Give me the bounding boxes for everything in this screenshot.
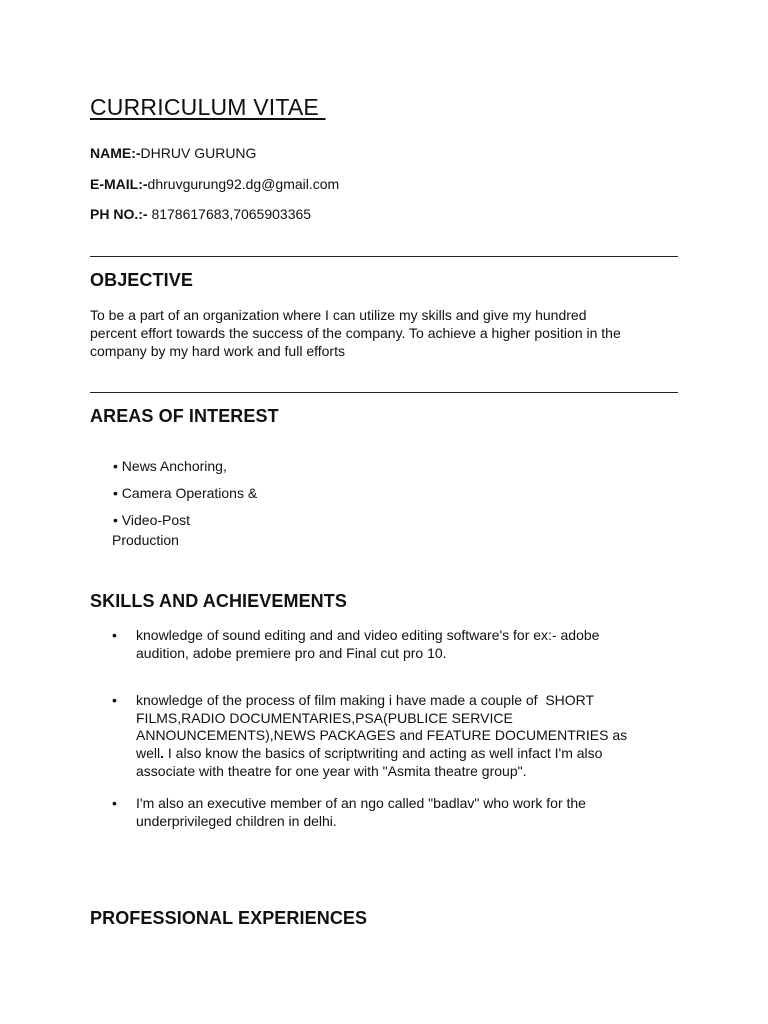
interest-item-continuation: Production — [112, 532, 179, 548]
skill-line: ANNOUNCEMENTS),NEWS PACKAGES and FEATURE DOCUMENTRIES as — [136, 727, 628, 744]
section-divider — [90, 256, 678, 257]
bullet-icon: • — [112, 795, 117, 811]
objective-line: company by my hard work and full efforts — [90, 343, 345, 359]
skill-line: audition, adobe premiere pro and Final cut pro 10. — [136, 644, 447, 661]
interest-item — [113, 483, 257, 504]
experience-heading: PROFESSIONAL EXPERIENCES — [90, 908, 368, 928]
bullet-icon: • — [113, 458, 118, 474]
interest-label: News Anchoring, — [121, 458, 227, 474]
phone-value: 8178617683,7065903365 — [147, 206, 312, 222]
name-value: DHRUV GURUNG — [140, 145, 257, 161]
objective-heading: OBJECTIVE — [90, 270, 193, 290]
skill-line: well — [136, 745, 161, 762]
name-field — [90, 145, 256, 161]
skills-heading: SKILLS AND ACHIEVEMENTS — [90, 591, 347, 611]
email-value: dhruvgurung92.dg@gmail.com — [147, 176, 340, 192]
skill-item — [112, 627, 682, 662]
objective-line: To be a part of an organization where I can utilize my skills and give my hundred — [90, 307, 587, 323]
name-label: NAME:- — [90, 145, 141, 161]
skill-line: knowledge of the process of film making i have made a couple of SHORT — [136, 692, 595, 708]
bullet-icon: • — [113, 512, 118, 528]
skill-item — [112, 692, 682, 781]
email-field — [90, 176, 339, 192]
skill-line: underprivileged children in delhi. — [136, 812, 337, 829]
skill-text — [136, 692, 682, 781]
objective-line: percent effort towards the success of the company. To achieve a higher position in the — [90, 325, 621, 341]
phone-field — [90, 206, 311, 222]
skill-line: I also know the basics of scriptwriting and acting as well infact I'm also — [164, 745, 603, 762]
document-title: CURRICULUM VITAE — [90, 94, 326, 120]
phone-label: PH NO.:- — [90, 206, 148, 222]
skill-line: I'm also an executive member of an ngo called "badlav" who work for the — [136, 795, 586, 811]
skill-line: FILMS,RADIO DOCUMENTARIES,PSA(PUBLICE SERVICE — [136, 709, 513, 726]
skill-text — [136, 627, 682, 662]
interests-heading: AREAS OF INTEREST — [90, 406, 279, 426]
skill-text — [136, 795, 682, 830]
section-divider — [90, 392, 678, 393]
skill-line: knowledge of sound editing and and video editing software's for ex:- adobe — [136, 627, 600, 643]
objective-paragraph — [90, 306, 680, 360]
interest-item — [113, 510, 190, 531]
email-label: E-MAIL:- — [90, 176, 148, 192]
interest-label: Video-Post — [121, 512, 191, 528]
bullet-icon: • — [112, 627, 117, 643]
bullet-icon: • — [112, 692, 117, 708]
interest-label: Camera Operations & — [121, 485, 258, 501]
skill-item — [112, 795, 682, 830]
skill-line: . — [160, 745, 165, 762]
skill-line: associate with theatre for one year with "Asmita theatre group". — [136, 762, 527, 779]
bullet-icon: • — [113, 485, 118, 501]
interest-item — [113, 456, 227, 477]
